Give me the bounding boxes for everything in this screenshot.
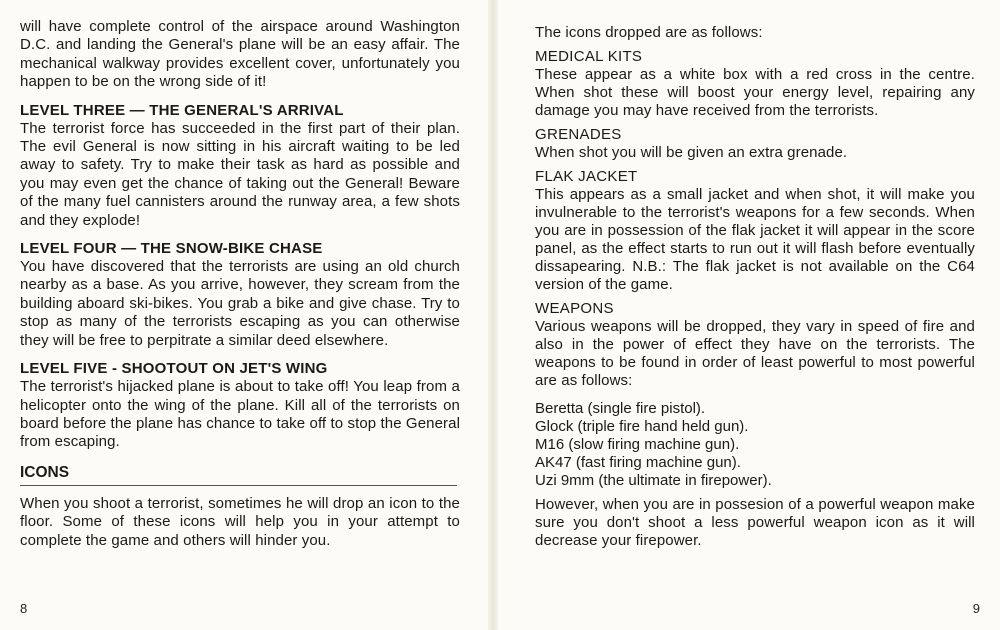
medical-kits-heading: MEDICAL KITS <box>535 48 643 65</box>
flak-jacket-heading: FLAK JACKET <box>535 168 638 185</box>
left-page <box>0 0 485 630</box>
level-four-heading: LEVEL FOUR — THE SNOW-BIKE CHASE <box>20 240 323 258</box>
weapon-item: Beretta (single fire pistol). <box>535 400 706 417</box>
continued-paragraph: will have complete control of the airspace around Washington D.C. and landing the General's plane will be an easy affair. The mechanical walkway provides excellent cover, unfortunately you happen to be on the wrong side of it! <box>20 18 460 91</box>
right-column <box>535 24 975 550</box>
page-gutter <box>488 0 498 630</box>
weapon-item: Uzi 9mm (the ultimate in firepower). <box>535 472 772 489</box>
weapon-item: Glock (triple fire hand held gun). <box>535 418 749 435</box>
grenades-text: When shot you will be given an extra grenade. <box>535 144 848 161</box>
weapons-list <box>535 400 975 490</box>
icons-intro: The icons dropped are as follows: <box>535 24 763 41</box>
weapon-item: AK47 (fast firing machine gun). <box>535 454 741 471</box>
icons-text: When you shoot a terrorist, sometimes he will drop an icon to the floor. Some of these icons will help you in your attempt to complete the game and others will hinder you. <box>20 494 460 549</box>
flak-jacket-text: This appears as a small jacket and when shot, it will make you invulnerable to the terrorist's weapons for a few seconds. When you are in possession of the flak jacket it will appear in the score panel, as the effect starts to run out it will flash before eventually dissapearing. N.B.: The flak jacket is not available on the C64 version of the game. <box>535 186 975 293</box>
page-number-right: 9 <box>972 601 980 616</box>
weapons-heading: WEAPONS <box>535 300 614 317</box>
weapon-item: M16 (slow firing machine gun). <box>535 436 740 453</box>
medical-kits-text: These appear as a white box with a red cross in the centre. When shot these will boost your energy level, repairing any damage you may have received from the terrorists. <box>535 66 975 119</box>
level-four-text: You have discovered that the terrorists are using an old church nearby as a base. As you arrive, however, they scream from the building aboard ski-bikes. You grab a bike and give chase. Try to stop as many of the terrorists escaping as you can otherwise they will be free to perpitrate a similar deed elsewhere. <box>20 258 460 349</box>
left-column <box>20 18 460 550</box>
weapons-warning-text: However, when you are in possesion of a powerful weapon make sure you don't shoot a less powerful weapon icon as it will decrease your firepower. <box>535 496 975 549</box>
level-five-text: The terrorist's hijacked plane is about to take off! You leap from a helicopter onto the wing of the plane. Kill all of the terrorists on board before the plane has chance to take off to stop the General from escaping. <box>20 378 460 451</box>
right-page <box>500 0 1000 630</box>
level-five-heading: LEVEL FIVE - SHOOTOUT ON JET'S WING <box>20 360 328 378</box>
level-three-heading: LEVEL THREE — THE GENERAL'S ARRIVAL <box>20 101 344 119</box>
icons-heading: ICONS <box>20 464 457 486</box>
level-three-text: The terrorist force has succeeded in the first part of their plan. The evil General is now sitting in his aircraft waiting to be led away to safety. Try to make their task as hard as possible and you may even get the chance of taking out the General! Beware of the many fuel cannisters around the runway area, a few shots and they explode! <box>20 119 460 229</box>
grenades-heading: GRENADES <box>535 126 622 143</box>
page-number-left: 8 <box>20 601 28 616</box>
weapons-text: Various weapons will be dropped, they vary in speed of fire and also in the power of effect they have on the terrorists. The weapons to be found in order of least powerful to most powerful are as follows: <box>535 318 975 389</box>
